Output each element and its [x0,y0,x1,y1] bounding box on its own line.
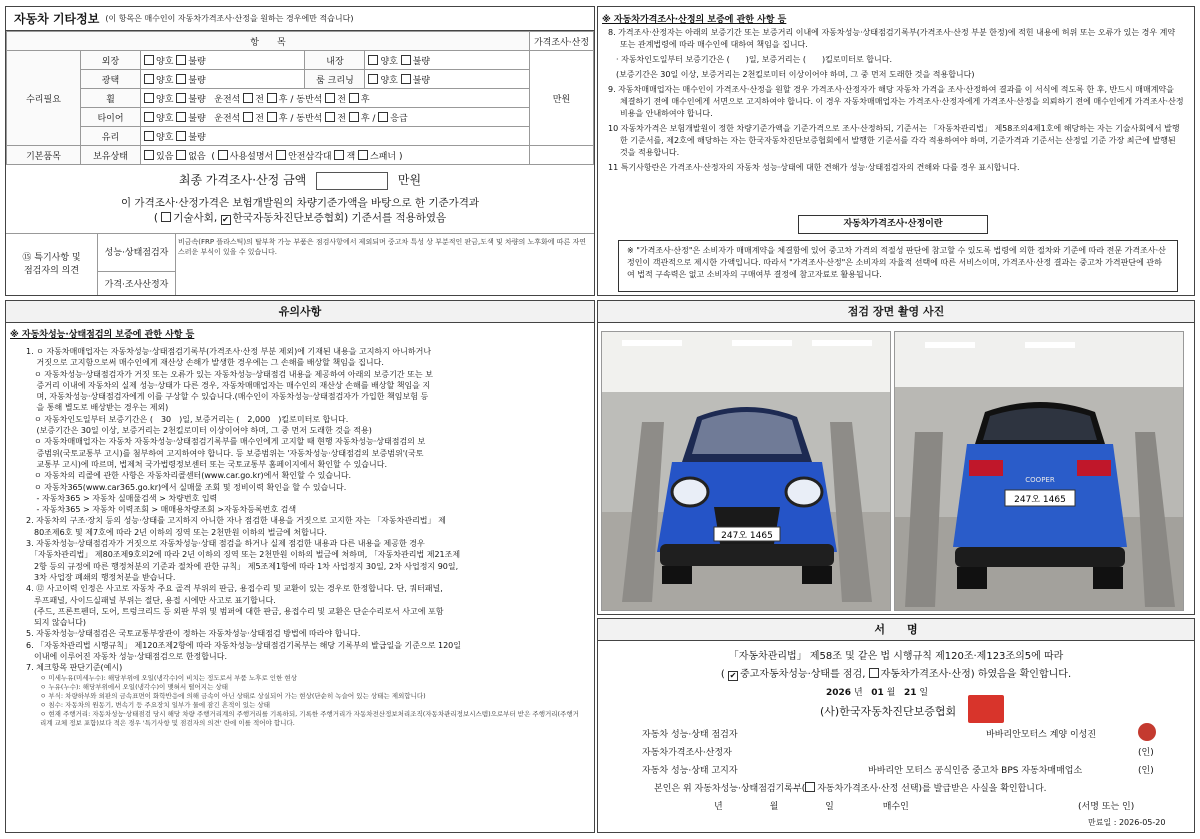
col-item-header: 항 목 [7,32,530,51]
price-def-title: 자동차가격조사·산정이란 [798,215,988,234]
price-assessor-seal: (인) [1138,748,1154,758]
final-price-label: 최종 가격조사·산정 금액 [178,173,307,187]
note-line: 3차 사업장 폐쇄의 행정처분을 받습니다. [26,572,176,582]
criteria-item: ㅇ 누유(누수): 해당부위에서 오일(냉각수)이 맺혀서 떨어지는 상태 [40,682,228,691]
checkbox[interactable] [276,150,286,160]
basis-line2: ( 기술사회, ✔ 한국자동차진단보증협회) 기준서를 적용하였음 [153,211,447,224]
possession-options: 있음 없음 ( 사용설명서 안전삼각대 잭 스패너 ) [141,146,530,165]
note-line: 이내에 이루어진 자동차 성능·상태점검으로 한정합니다. [26,652,227,662]
checkbox[interactable] [176,93,186,103]
notes-panel [5,300,595,833]
wheel-options: 양호 불량 운전석 전 후 / 동반석 전 후 [141,89,530,108]
note-line: 1. ㅇ 자동차매매업자는 자동차성능·상태점검기록부(가격조사·산정 부분 제외)에 기재된 내용을 고지하지 아니하거나 [26,347,432,356]
price-label: 가격·조사산정자 [98,272,176,296]
checkbox-tech-society[interactable] [161,212,171,222]
checkbox[interactable] [144,131,154,141]
sig-line2: ( ✔ 중고자동차성능·상태를 점검, 자동차가격조사·산정) 하였음을 확인합니다. [720,669,1072,680]
note-line: ㅇ 자동차365(www.car365.go.kr)에서 실매물 조회 및 정비이력 확인을 할 수 있습니다. [26,482,347,492]
note-line: ㅇ 자동차성능·상태점검자가 거짓 또는 오류가 있는 자동차성능·상태점검 내용을 제공하여 아래의 보증기간 또는 보 [26,369,433,379]
buyer-confirm: 본인은 위 자동차성능·상태점검기록부( 자동차가격조사·산정 선택)를 발급받은 사실을 확인합니다. [654,784,1047,794]
row-room-cleaning: 룸 크리닝 [305,70,365,89]
checkbox[interactable] [144,150,154,160]
interior-options: 양호 불량 [365,51,530,70]
note-line: ㅇ 자동차매매업자는 자동차 자동차성능·상태점검기록부를 매수인에게 고지할 때 현행 자동차성능·상태점검의 보 [26,437,426,447]
criteria-item: ㅇ 침수: 자동차의 원동기, 변속기 등 주요장치 일부가 물에 잠긴 흔적이 있는 상태 [40,700,270,709]
note-line: - 자동차365 > 자동차 이력조회 > 매매용차량조회 >자동차등록번호 검색 [26,505,297,515]
note-line: 루프패널, 사이드실패널 부위는 절단, 용접 시에만 사고로 표기합니다. [26,595,276,605]
row-wheel: 휠 [81,89,141,108]
gloss-options: 양호 불량 [141,70,305,89]
checkbox[interactable] [144,112,154,122]
repair-label: 수리필요 [7,51,81,146]
checkbox-price[interactable] [869,668,879,678]
rear-plate: 247오 1465 [1014,495,1066,505]
rear-badge: COOPER [1025,476,1055,484]
note-line: 증범위(국토교통부 고시)를 첨부하여 고지하여야 합니다. 등 보증범위는 '자동차성능·상태점검의 보증범위'(국토 [26,448,424,458]
glass-options: 양호 불량 [141,127,530,146]
note-line: 4. ⑫ 사고이력 인정은 사고로 자동차 주요 골격 부위의 판금, 용접수리 및 교환이 있는 경우로 한정합니다. 단, 쿼터패널, [26,584,443,594]
note-line: 2항 등의 규정에 따른 행정처분의 기준과 절차에 관한 규칙」 제5조제1항에 따라 1차 사업정지 30일, 2차 사업정지 90일, [26,561,459,571]
checkbox[interactable] [378,112,388,122]
note-line: 을 통해 별도로 배상받는 경우는 제외) [26,403,169,413]
checkbox[interactable] [243,112,253,122]
checkbox[interactable] [349,112,359,122]
final-price-row [6,165,594,190]
row-gloss: 광택 [81,70,141,89]
signature-panel [597,618,1195,833]
row-interior: 내장 [305,51,365,70]
pg-item: 11 특기사항란은 가격조사·산정자의 자동차 성능·상태에 대한 견해가 성능·상태점검자의 견해와 다를 경우 표시합니다. [608,163,1020,172]
expiry-date: 만료일 : 2026-05-20 [1088,818,1166,827]
photos-panel [597,300,1195,615]
other-info-header [6,7,594,31]
note-line: 6. 「자동차관리법 시행규칙」 제120조제2항에 따라 자동차성능·상태점검기록부는 해당 기록부의 발급일을 기준으로 120일 [26,640,461,650]
front-photo [601,331,891,611]
note-line: 거짓으로 고지함으로써 매수인에게 재산상 손해가 발생한 경우에는 그 손해를 배상할 책임을 집니다. [26,358,384,368]
room-cleaning-options: 양호 불량 [365,70,530,89]
criteria-item: ㅇ 미세누유(미세누수): 해당부위에 오일(냉각수)이 비치는 정도로서 부품 노후로 인한 현상 [40,673,297,682]
checkbox[interactable] [368,74,378,84]
checkbox[interactable] [176,55,186,65]
checkbox[interactable] [325,93,335,103]
final-price-unit: 만원 [397,173,422,187]
checkbox[interactable] [176,150,186,160]
front-plate: 247오 1465 [721,531,773,541]
buyer-sign: (서명 또는 인) [1078,802,1135,812]
final-price-input[interactable] [316,172,388,190]
checkbox[interactable] [218,150,228,160]
criteria-item: ㅇ 현재 주행거리: 자동차성능·상태점검 당시 해당 차량 주행거리계의 주행거리를 기록하되, 기록한 주행거리가 자동차전산정보처리조직(자동차관리정보시스템)으로부터 받은 주행거리(주행거리계 교체 정보 포함)보다 적은 경우 '특기사항 및 점검자의 의견' 란에 이를 적어야 합니다. [40,709,579,727]
signature-title: 서 명 [598,619,1194,641]
basis-text [6,190,594,226]
inspector-name: 바바리안모터스 계양 이성진 [986,730,1097,740]
inspector-seal-icon [1138,723,1156,741]
checkbox[interactable] [334,150,344,160]
other-info-subtitle: (이 항목은 매수인이 자동차가격조사·산정을 원하는 경우에만 적습니다) [105,14,354,23]
notes-head: ※ 자동차성능·상태점검의 보증에 관한 사항 등 [10,330,195,340]
other-info-panel [5,6,595,296]
perf-label: 성능·상태점검자 [98,234,176,272]
photos-title: 점검 장면 촬영 사진 [598,301,1194,323]
inspector-label: 자동차 성능·상태 점검자 [642,730,738,740]
front-car-image [602,332,891,611]
price-unit: 만원 [530,51,594,146]
exterior-options: 양호 불량 [141,51,305,70]
note-line: 며, 자동차성능·상태점검자에게 이를 구상할 수 있습니다.(매수인이 자동차성능·상태점검자가 가입한 책임보험 등 [26,392,429,402]
pg-item: · 자동차인도일부터 보증기간은 ( )일, 보증거리는 ( )킬로미터로 합니다. [616,55,893,64]
note-line: (보증기간은 30일 이상, 보증거리는 2천킬로미터 이상이어야 하며, 그 중 먼저 도래한 것을 적용) [26,426,372,436]
checkbox[interactable] [267,112,277,122]
note-line: 3. 자동차성능·상태점검자가 거짓으로 자동차성능·상태 점검을 하거나 실제 점검한 내용과 다른 내용을 제공한 경우 [26,539,425,549]
note-line: 7. 체크항목 판단기준(예시) [26,663,123,673]
price-guarantee-head: ※ 자동차가격조사·산정의 보증에 관한 사항 등 [602,15,787,25]
pg-item: 8. 가격조사·산정자는 아래의 보증기간 또는 보증거리 이내에 자동차성능·상태점검기록부(가격조사·산정 부분 한정)에 적힌 내용에 허위 또는 오류가 있는 경우 계약 또는 관계법령에 따라 매수인에 대하여 책임을 집니다. [608,28,1176,49]
checkbox[interactable] [144,74,154,84]
rear-photo [894,331,1184,611]
other-info-table [6,31,594,165]
checkbox-kaiva[interactable]: ✔ [222,214,229,224]
price-assessor-label: 자동차가격조사·산정자 [642,748,732,758]
sig-org: (사)한국자동차진단보증협회 [820,705,957,718]
notes-title: 유의사항 [6,301,594,323]
checkbox[interactable] [358,150,368,160]
note-line: 5. 자동차성능·상태점검은 국토교통부장관이 정하는 자동차성능·상태점검 방법에 따라야 합니다. [26,629,361,639]
checkbox[interactable] [176,112,186,122]
rear-car-image [895,332,1184,611]
sig-date: 2026 년 01 월 21 일 [826,688,929,698]
note-line: 「자동차관리법」 제80조제9호의2에 따라 2년 이하의 징역 또는 2천만원 이하의 벌금에 처하며, 「자동차관리법 제21조제 [26,550,461,560]
checkbox[interactable] [401,55,411,65]
checkbox[interactable] [368,55,378,65]
row-glass: 유리 [81,127,141,146]
notes-body [6,344,594,728]
pg-item: 10 자동차가격은 보험개발원이 정한 차량기준가액을 기준가격으로 조사·산정하되, 기준서는 「자동차관리법」 제58조의4제1호에 해당하는 자는 기술사회에서 발행한 기준서를, 제2호에 해당하는 자는 한국자동차진단보증협회에서 발행한 기준서를 각각 적용하여야 하며, 기준가격과 기준서는 산정일 기준 가장 최근에 발행된 것을 적용합니다. [608,124,1180,157]
note-line: 교통부 고시)에 따르며, 법제처 국가법령정보센터 또는 국토교통부 홈페이지에서 확인할 수 있습니다. [26,459,388,469]
checkbox[interactable] [144,93,154,103]
pg-item: 9. 자동차매매업자는 매수인이 가격조사·산정을 원할 경우 가격조사·산정자가 해당 자동차 가격을 조사·산정하여 결과를 이 서식에 적도록 한 후, 반드시 매매계약을 체결하기 전에 매수인에게 서면으로 고지하여야 합니다. 이 경우 자동차매매업자는 가격조사·산정자에게 가격조사·산정을 의뢰하기 전에 매수인에게 가격조사·산정 비용을 안내하여야 합니다. [608,85,1184,118]
basis-line1: 이 가격조사·산정가격은 보험개발원의 차량기준가액을 바탕으로 한 기준가격과 [120,196,480,209]
note-line: ㅇ 자동차인도일부터 보증기간은 ( 30 )일, 보증거리는 ( 2,000 )킬로미터로 합니다. [26,414,349,424]
note-line: (주드, 프론트펜더, 도어, 트렁크리드 등 외판 부위 및 범퍼에 대한 판금, 용접수리 및 교환은 단순수리로서 사고에 포함 [26,606,444,616]
note-line: ㅇ 자동차의 리콜에 관한 사항은 자동차리콜센터(www.car.go.kr)에서 확인할 수 있습니다. [26,471,352,481]
criteria-list [26,674,582,728]
special-label: ⑮ 특기사항 및 점검자의 의견 [6,234,98,296]
perf-text: 비금속(FRP 플라스틱)의 탈부착 가능 부품은 점검사항에서 제외되며 중고차 특성 상 부분적인 판금,도색 및 차량의 노후화에 따른 자연스러운 부식이 있을 수 있습니다. [178,238,587,256]
checkbox[interactable] [144,55,154,65]
possession-label: 보유상태 [81,146,141,165]
price-guarantee-items [598,27,1194,177]
price-def-note: ※ "가격조사·산정"은 소비자가 매매계약을 체결함에 있어 중고차 가격의 적절성 판단에 참고할 수 있도록 법령에 의한 절차와 기준에 따라 전문 가격조사·산정인이 객관적으로 제시한 가액입니다. 따라서 "가격조사·산정"은 소비자의 자율적 선택에 따른 서비스이며, 가격조사·산정 결과는 중고차 가격판단에 관하여 법적 구속력은 없고 소비자의 구매여부 결정에 참고자료로 활용됩니다. [618,240,1178,292]
row-exterior: 외장 [81,51,141,70]
notifier-label: 자동차 성능·상태 고지자 [642,766,738,776]
checkbox[interactable] [349,93,359,103]
notifier-name: 바바리안 모터스 공식인증 중고차 BPS 자동차매매업소 [868,766,1083,776]
sig-line1: 「자동차관리법」 제58조 및 같은 법 시행규칙 제120조·제123조의5에 따라 [728,651,1064,662]
checkbox[interactable] [176,131,186,141]
price-guarantee-panel [597,6,1195,296]
checkbox-performance[interactable]: ✔ [729,671,737,680]
checkbox-buyer-price[interactable] [805,782,815,792]
special-notes [6,233,595,296]
col-price-header: 가격조사·산정 [530,32,594,51]
note-line: 80조제6호 및 제7호에 따라 2년 이하의 징역 또는 2천만원 이하의 벌금에 처합니다. [26,527,327,537]
note-line: - 자동차365 > 자동차 실매물검색 > 차량번호 입력 [26,493,218,503]
checkbox[interactable] [176,74,186,84]
note-line: 되지 않습니다) [26,618,87,628]
notifier-seal: (인) [1138,766,1154,776]
checkbox[interactable] [401,74,411,84]
row-tire: 타이어 [81,108,141,127]
note-line: 2. 자동차의 구조·장치 등의 성능·상태를 고지하지 아니한 자나 점검한 내용을 거짓으로 고지한 자는 「자동차관리법」 제 [26,516,446,526]
buyer-date: 년 월 일 매수인 [714,802,909,812]
basic-label: 기본품목 [7,146,81,165]
tire-options: 양호 불량 운전석 전 후 / 동반석 전 후 / 응급 [141,108,530,127]
checkbox[interactable] [243,93,253,103]
criteria-item: ㅇ 부식: 차량하부와 외판의 금속표면이 화학반응에 의해 금속이 아닌 상태로 상실되어 가는 현상(단순히 녹슬어 있는 상태는 제외합니다) [40,691,426,700]
checkbox[interactable] [325,112,335,122]
org-seal-icon [968,695,1004,723]
other-info-title: 자동차 기타정보 [14,12,100,26]
checkbox[interactable] [267,93,277,103]
pg-item: (보증기간은 30일 이상, 보증거리는 2천킬로미터 이상이어야 하며, 그 중 먼저 도래한 것을 적용합니다) [616,70,975,79]
note-line: 증거리 이내에 자동차의 실제 성능·상태가 다른 경우, 자동차매매업자는 매수인의 재산상 손해를 배상할 책임을 지 [26,380,431,390]
